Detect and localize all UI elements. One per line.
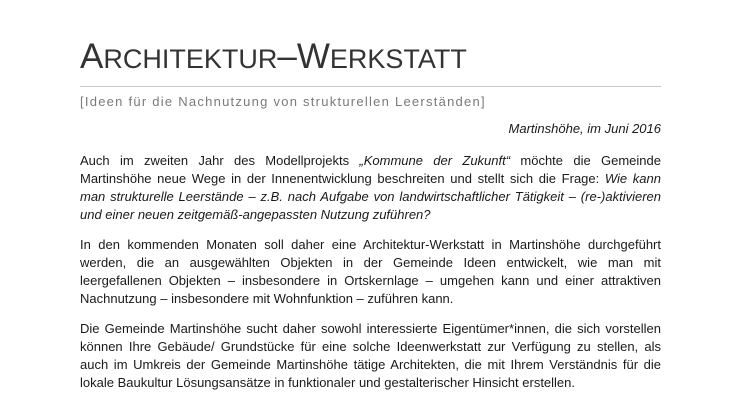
- paragraph-intro-text-a: Auch im zweiten Jahr des Modellprojekts: [80, 153, 360, 168]
- paragraph-intro-text-b: möchte die Gemeinde Martinshöhe neue Wege in der Innenentwicklung beschreiten und stellt sich die Frage:: [80, 153, 661, 186]
- paragraph-workshop: In den kommenden Monaten soll daher eine Architektur-Werkstatt in Martinshöhe durchgeführt werden, die an ausgewählten Objekten in der Gemeinde Ideen entwickelt, wie man mit leergefallenen Objekten – insbesondere in Ortskernlage – umgehen kann und einer attraktiven Nachnutzung – insbesondere mit Wohnfunktion – zuführen kann.: [80, 237, 661, 306]
- paragraph-intro-project-name: „Kommune der Zukunft“: [359, 153, 511, 168]
- paragraph-call: Die Gemeinde Martinshöhe sucht daher sowohl interessierte Eigentümer*innen, die sich vorstellen können Ihre Gebäude/ Grundstücke für eine solche Ideenwerkstatt zur Verfügung zu stellen, als auch im Umkreis der Gemeinde Martinshöhe tätige Architekten, die mit Ihrem Verständnis für die lokale Baukultur Lösungsansätze in funktionaler und gestalterischer Hinsicht erstellen.: [80, 321, 661, 390]
- title-cap-2: W: [296, 37, 330, 76]
- title-rest-2: ERKSTATT: [329, 44, 467, 74]
- title-dash: –: [277, 37, 297, 76]
- paragraph-intro-question: Wie kann man strukturelle Leerstände – z.B. nach Aufgabe von landwirtschaftlicher Tätigkeit – (re-)aktivieren und einer neuen zeitgemäß-angepassten Nutzung zuführen?: [80, 171, 661, 222]
- document-subtitle: [Ideen für die Nachnutzung von strukturellen Leerständen]: [80, 94, 486, 109]
- title-divider: [80, 86, 661, 87]
- title-cap-1: A: [80, 37, 104, 76]
- dateline: Martinshöhe, im Juni 2016: [508, 121, 661, 136]
- title-rest-1: RCHITEKTUR: [103, 44, 278, 74]
- document-title: [80, 39, 467, 74]
- paragraph-intro: [80, 152, 661, 224]
